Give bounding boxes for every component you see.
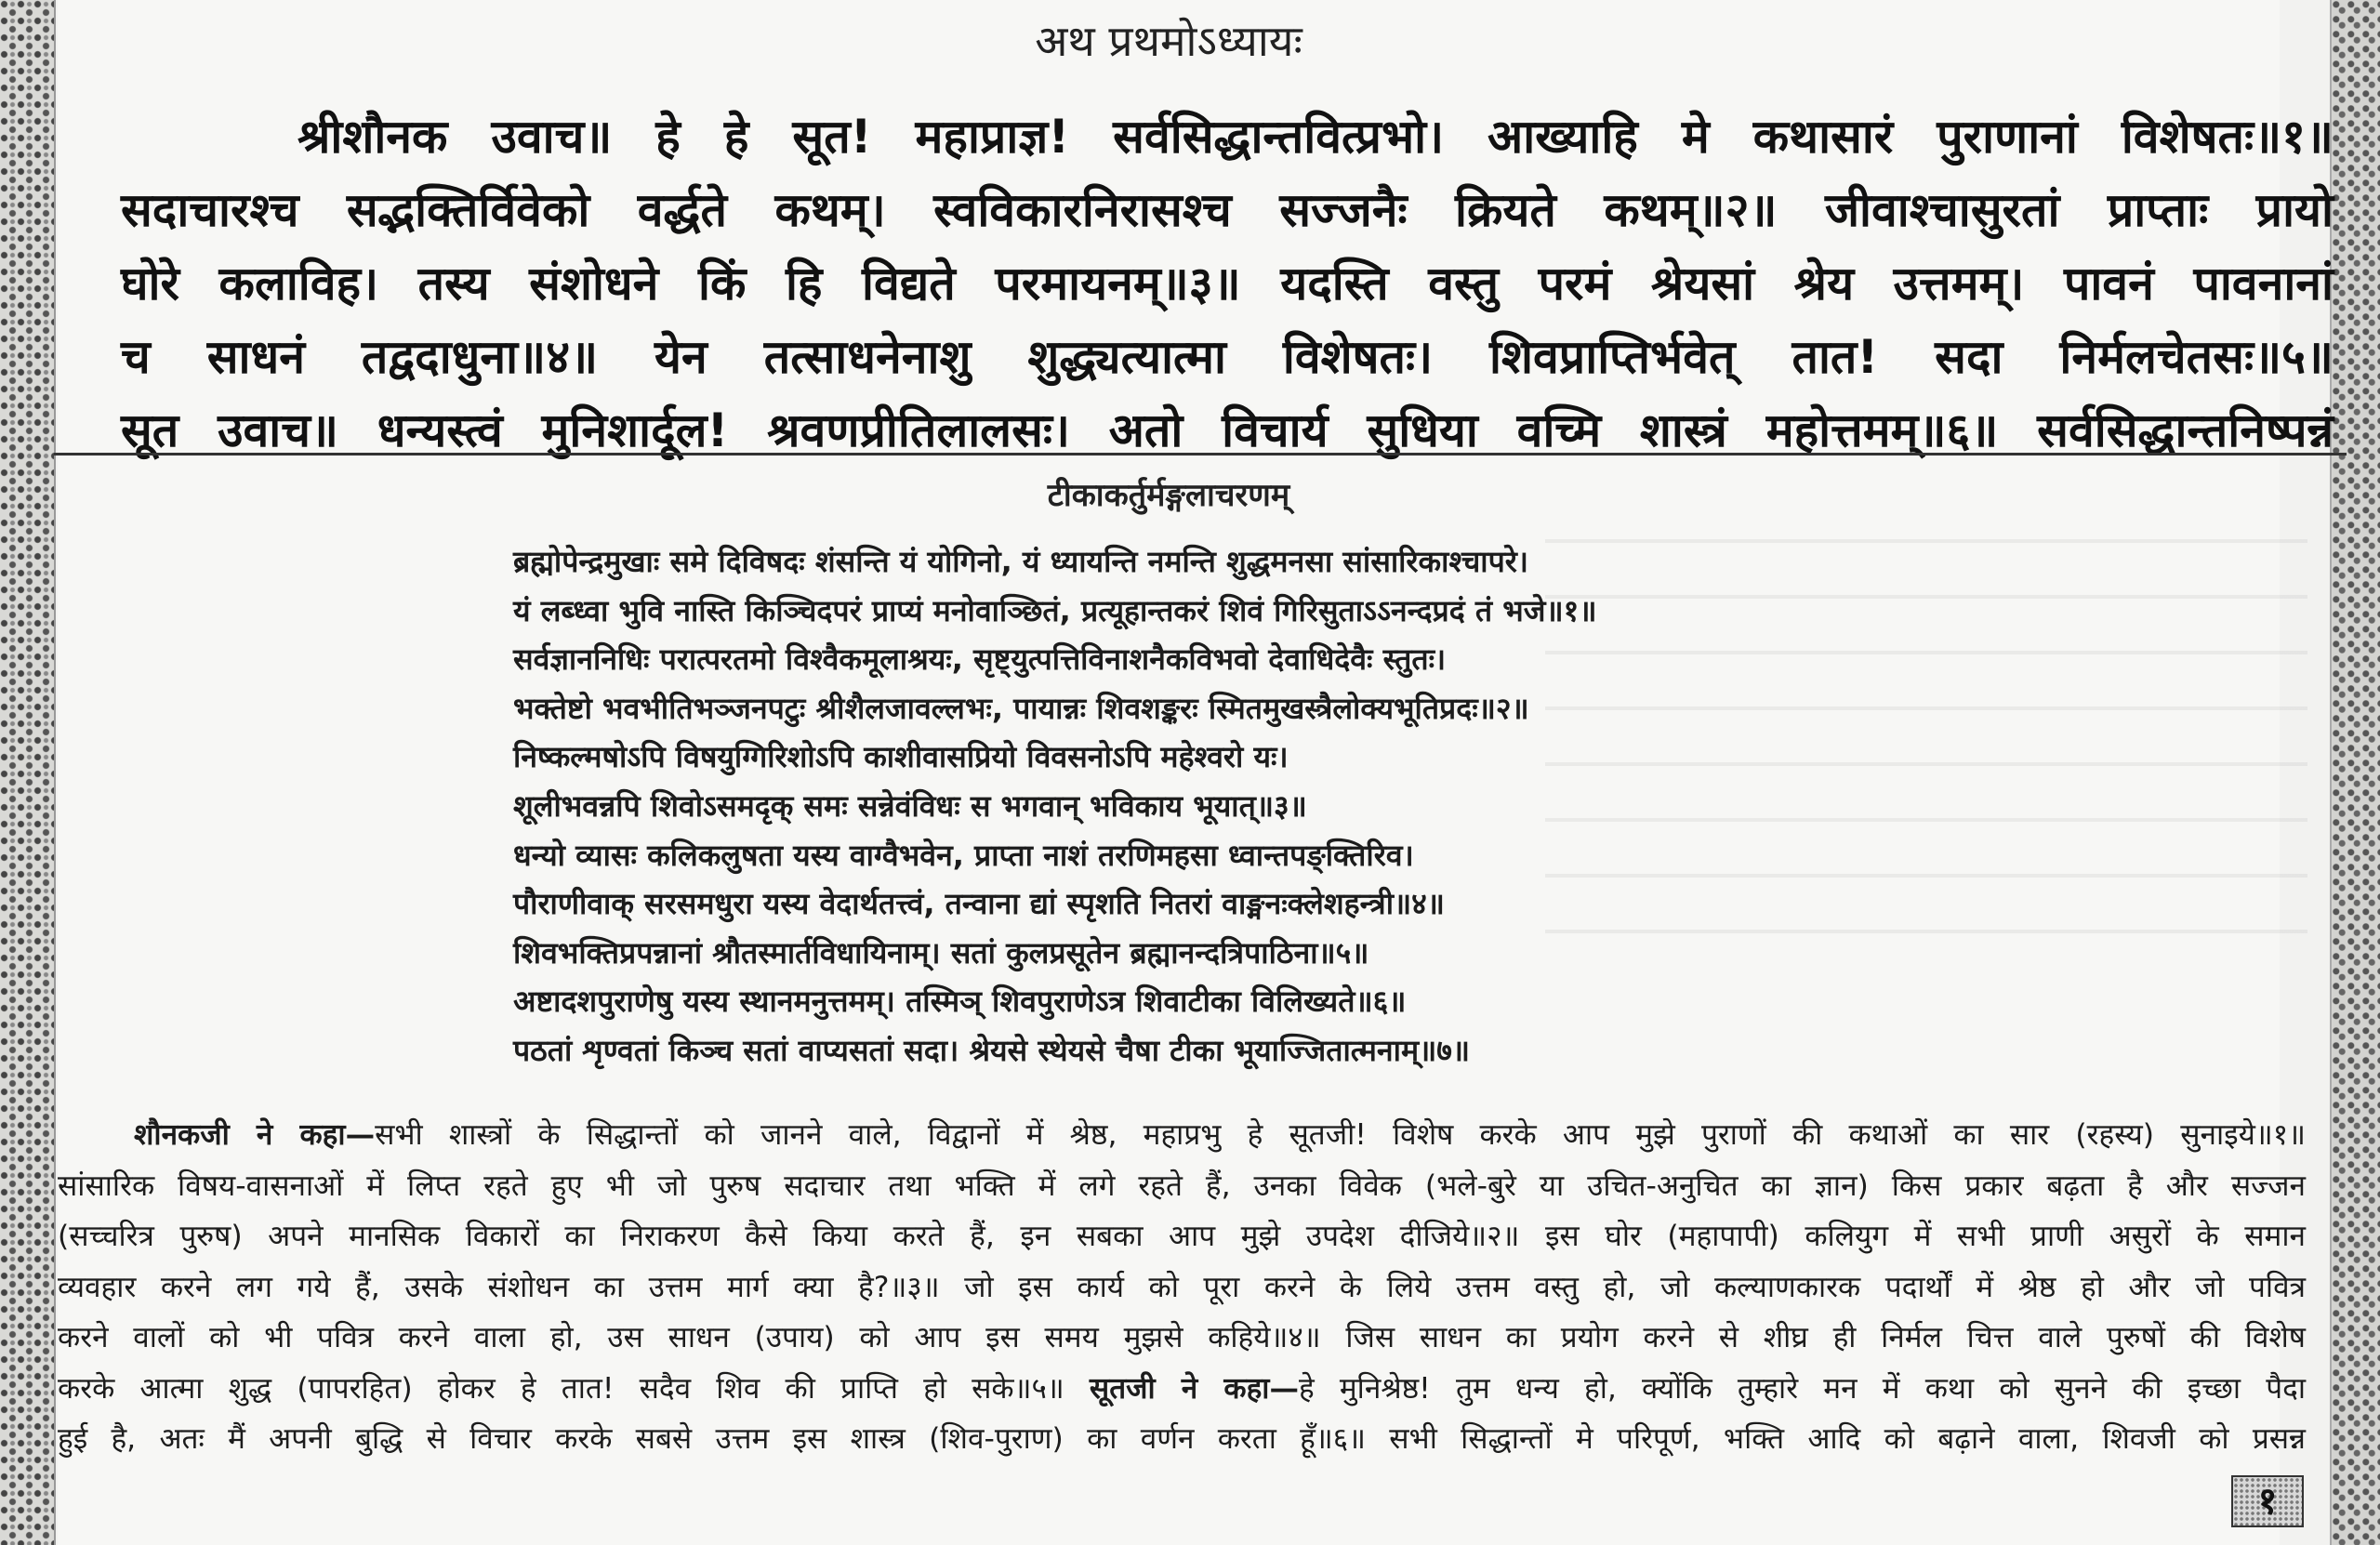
prose-line: सांसारिक विषय-वासनाओं में लिप्त रहते हुए भी जो पुरुष सदाचार तथा भक्ति में लगे रहते हैं, उनका विवेक (भले-बुरे या उचित-अनुचित का ज्ञान) किस प्रकार बढ़ता है और सज्जन: [58, 1169, 2306, 1203]
scanned-page: [58, 0, 2334, 1545]
prose-line: व्यवहार करने लग गये हैं, उसके संशोधन का उत्तम मार्ग क्या है?॥३॥ जो इस कार्य को पूरा करने के लिये उत्तम वस्तु हो, जो कल्याणकारक पदार्थों में श्रेष्ठ हो और जो पवित्र: [58, 1270, 2306, 1304]
shloka-line: ब्रह्मोपेन्द्रमुखाः समे दिविषदः शंसन्ति यं योगिनो, यं ध्यायन्ति नमन्ति शुद्धमनसा सांसारिकाश्चापरे।: [513, 544, 1528, 579]
chapter-heading: अथ प्रथमोऽध्यायः: [1035, 16, 1302, 66]
prose-text: सभी शास्त्रों के सिद्धान्तों को जानने वाले, विद्वानों में श्रेष्ठ, महाप्रभु हे सूतजी! विशेष करके आप मुझे पुराणों की कथाओं का सार (रहस्य) सुनाइये॥१॥: [375, 1118, 2306, 1152]
verse-line: सदाचारश्च सद्भक्तिर्विवेको वर्द्धते कथम्। स्वविकारनिरासश्च सज्जनैः क्रियते कथम्॥२॥ जीवाश्चासुरतां प्राप्ताः प्रायो: [121, 183, 2334, 237]
hindi-translation: [58, 1110, 2306, 1465]
speaker-suta: सूतजी ने कहा—: [1089, 1371, 1299, 1406]
commentary-title: टीकाकर्तुर्मङ्गलाचरणम्: [1047, 477, 1290, 514]
section-divider: [54, 453, 2347, 456]
verse-line: श्रीशौनक उवाच॥ हे हे सूत! महाप्राज्ञ! सर्वसिद्धान्तवित्प्रभो। आख्याहि मे कथासारं पुराणानां विशेषतः॥१॥: [298, 110, 2334, 164]
page-number-box: १: [2231, 1475, 2304, 1527]
shloka-line: शूलीभवन्नपि शिवोऽसमदृक् समः सन्नेवंविधः स भगवान् भविकाय भूयात्॥३॥: [513, 787, 1307, 824]
prose-line: (सच्चरित्र पुरुष) अपने मानसिक विकारों का निराकरण कैसे किया करते हैं, इन सबका आप मुझे उपदेश दीजिये॥२॥ इस घोर (महापापी) कलियुग में सभी प्राणी असुरों के समान: [58, 1220, 2306, 1253]
prose-line: [58, 1110, 2306, 1161]
prose-line: करने वालों को भी पवित्र करने वाला हो, उस साधन (उपाय) को आप इस समय मुझसे कहिये॥४॥ जिस साधन का प्रयोग करने से शीघ्र ही निर्मल चित्त वाले पुरुषों की विशेष: [58, 1321, 2306, 1354]
left-decorative-border: [0, 0, 56, 1545]
verse-line: घोरे कलाविह। तस्य संशोधने किं हि विद्यते परमायनम्॥३॥ यदस्ति वस्तु परमं श्रेयसां श्रेय उत्तमम्। पावनं पावनानां: [121, 257, 2334, 310]
shloka-line: भक्तेष्टो भवभीतिभञ्जनपटुः श्रीशैलजावल्लभः, पायान्नः शिवशङ्करः स्मितमुखस्त्रैलोक्यभूतिप्रदः॥२॥: [513, 690, 1529, 726]
shloka-line: पठतां शृण्वतां किञ्च सतां वाप्यसतां सदा। श्रेयसे स्थेयसे चैषा टीका भूयाज्जितात्मनाम्॥७॥: [513, 1032, 1471, 1068]
right-decorative-border: [2330, 0, 2380, 1545]
prose-line: [58, 1364, 2306, 1415]
shloka-line: निष्कल्मषोऽपि विषयुग्गिरिशोऽपि काशीवासप्रियो विवसनोऽपि महेश्वरो यः।: [513, 739, 1289, 775]
prose-text: हे मुनिश्रेष्ठ! तुम धन्य हो, क्योंकि तुम्हारे मन में कथा को सुनने की इच्छा पैदा: [1298, 1371, 2306, 1406]
prose-text: करके आत्मा शुद्ध (पापरहित) होकर हे तात! सदैव शिव की प्राप्ति हो सके॥५॥: [58, 1371, 1090, 1406]
shloka-line: सर्वज्ञाननिधिः परात्परतमो विश्वैकमूलाश्रयः, सृष्ट्युत्पत्तिविनाशनैकविभवो देवाधिदेवैः स्तुतः।: [513, 641, 1447, 678]
shloka-line: धन्यो व्यासः कलिकलुषता यस्य वाग्वैभवेन, प्राप्ता नाशं तरणिमहसा ध्वान्तपङ्क्तिरिव।: [513, 837, 1414, 873]
shloka-line: पौराणीवाक् सरसमधुरा यस्य वेदार्थतत्त्वं, तन्वाना द्यां स्पृशति नितरां वाङ्मनःक्लेशहन्त्री॥४॥: [513, 886, 1445, 922]
speaker-shaunak: शौनकजी ने कहा—: [134, 1118, 376, 1152]
verse-line: च साधनं तद्वदाधुना॥४॥ येन तत्साधनेनाशु शुद्ध्यत्यात्मा विशेषतः। शिवप्राप्तिर्भवेत् तात! सदा निर्मलचेतसः॥५॥: [121, 330, 2334, 384]
shloka-line: शिवभक्तिप्रपन्नानां श्रौतस्मार्तविधायिनाम्। सतां कुलप्रसूतेन ब्रह्मानन्दत्रिपाठिना॥५॥: [513, 934, 1369, 971]
mangalacharan-shlokas: [513, 537, 2094, 1076]
prose-line: हुई है, अतः मैं अपनी बुद्धि से विचार करके सबसे उत्तम इस शास्त्र (शिव-पुराण) का वर्णन करता हूँ॥६॥ सभी सिद्धान्तों मे परिपूर्ण, भक्ति आदि को बढ़ाने वाला, शिवजी को प्रसन्न: [58, 1422, 2306, 1456]
verse-line: सूत उवाच॥ धन्यस्त्वं मुनिशार्दूल! श्रवणप्रीतिलालसः। अतो विचार्य सुधिया वच्मि शास्त्रं महोत्तमम्॥६॥ सर्वसिद्धान्तनिष्पन्नं: [121, 403, 2334, 457]
sanskrit-verse-block: [121, 100, 2334, 468]
shloka-line: अष्टादशपुराणेषु यस्य स्थानमनुत्तमम्। तस्मिञ् शिवपुराणेऽत्र शिवाटीका विलिख्यते॥६॥: [513, 984, 1407, 1020]
shloka-line: यं लब्ध्वा भुवि नास्ति किञ्चिदपरं प्राप्यं मनोवाञ्छितं, प्रत्यूहान्तकरं शिवं गिरिसुताऽऽनन्दप्रदं तं भजे॥१॥: [513, 592, 1597, 628]
